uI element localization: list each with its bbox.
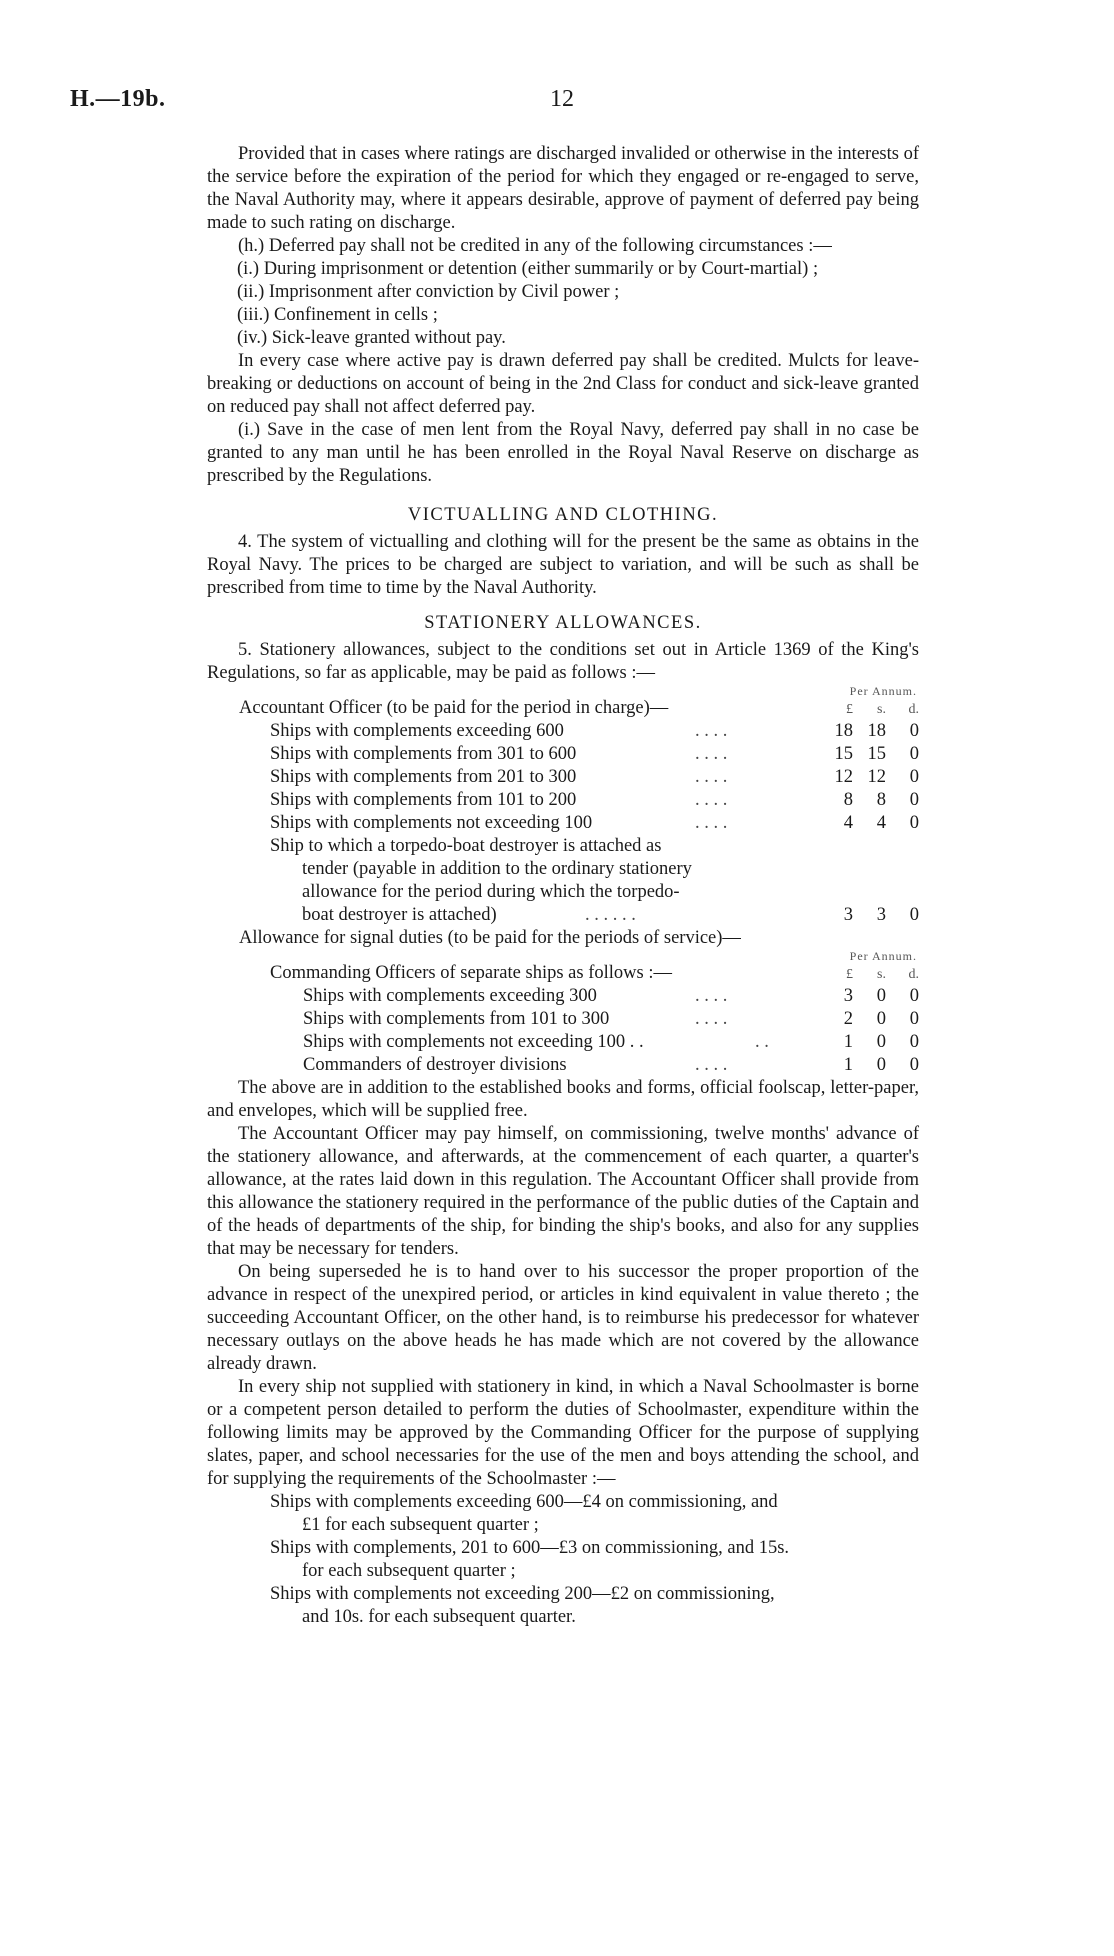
- table-row: [207, 766, 919, 789]
- row-label: Ships with complements from 101 to 300: [303, 1009, 610, 1029]
- school-item-line: and 10s. for each subsequent quarter.: [302, 1607, 576, 1627]
- table-row: [207, 812, 919, 835]
- row-label: Ships with complements from 201 to 300: [270, 767, 577, 787]
- paragraph-h: (h.) Deferred pay shall not be credited in any of the following circumstances :—: [238, 236, 832, 256]
- amount-pence: 0: [909, 1055, 919, 1075]
- table-row: [207, 985, 919, 1008]
- row-label: Ships with complements exceeding 300: [303, 986, 597, 1006]
- amount-pounds: 1: [843, 1055, 853, 1075]
- amount-shillings: 8: [876, 790, 886, 810]
- h-item-4: (iv.) Sick-leave granted without pay.: [237, 328, 506, 348]
- school-item-line: for each subsequent quarter ;: [302, 1561, 516, 1581]
- school-item: [207, 1537, 919, 1583]
- table-row: [207, 1008, 919, 1031]
- accountant-row: [207, 697, 919, 720]
- h-item-3: (iii.) Confinement in cells ;: [237, 305, 438, 325]
- unit-pence: d.: [908, 702, 919, 717]
- table-row: [207, 904, 919, 927]
- amount-shillings: 12: [867, 767, 886, 787]
- leader-dots: . . . .: [695, 1009, 728, 1029]
- amount-pounds: 8: [843, 790, 853, 810]
- leader-dots: . . . .: [695, 813, 728, 833]
- table-row: [207, 720, 919, 743]
- commanding-label: Commanding Officers of separate ships as follows :—: [270, 963, 672, 983]
- school-item-line: Ships with complements exceeding 600—£4 on commissioning, and: [270, 1492, 778, 1512]
- amount-shillings: 18: [867, 721, 886, 741]
- accountant-label: Accountant Officer (to be paid for the period in charge)—: [239, 698, 669, 718]
- signal-row: [207, 927, 919, 950]
- row-label: Ships with complements not exceeding 100: [270, 813, 593, 833]
- h-item-1: (i.) During imprisonment or detention (either summarily or by Court-martial) ;: [237, 259, 819, 279]
- row-label: Commanders of destroyer divisions: [303, 1055, 567, 1075]
- row-label: Ships with complements from 101 to 200: [270, 790, 577, 810]
- amount-pence: 0: [909, 905, 919, 925]
- amount-pounds: 3: [843, 905, 853, 925]
- amount-shillings: 0: [876, 1009, 886, 1029]
- amount-pence: 0: [909, 1032, 919, 1052]
- amount-pounds: 15: [834, 744, 853, 764]
- school-item-line: £1 for each subsequent quarter ;: [302, 1515, 539, 1535]
- school-item-line: Ships with complements, 201 to 600—£3 on commissioning, and 15s.: [270, 1538, 790, 1558]
- h-item-2: (ii.) Imprisonment after conviction by Civil power ;: [237, 282, 620, 302]
- amount-pence: 0: [909, 790, 919, 810]
- leader-dots: . . . .: [695, 767, 728, 787]
- leader-dots: . . . .: [695, 790, 728, 810]
- school-item: [207, 1491, 919, 1537]
- document-reference: H.—19b.: [70, 86, 166, 112]
- leader-dots: . . . . . .: [585, 905, 636, 925]
- amount-pence: 0: [909, 1009, 919, 1029]
- amount-pence: 0: [909, 813, 919, 833]
- amount-pence: 0: [909, 744, 919, 764]
- amount-pounds: 4: [843, 813, 853, 833]
- row-label: Ships with complements exceeding 600: [270, 721, 564, 741]
- row-label: Ships with complements from 301 to 600: [270, 744, 577, 764]
- heading-stationery: STATIONERY ALLOWANCES.: [424, 613, 702, 633]
- unit-shillings: s.: [877, 967, 886, 982]
- page-number: 12: [550, 86, 574, 112]
- paragraph-4: 4. The system of victualling and clothing will for the present be the same as obtains in the Royal Navy. The prices to be charged are subject to variation, and will be such as shall be prescribed from time to time by the Naval Authority.: [207, 532, 919, 598]
- paragraph-provided: Provided that in cases where ratings are discharged invalided or otherwise in the interests of the service before the expiration of the period for which they engaged or re-engaged to serve, the Naval Authority may, where it appears desirable, approve of payment of deferred pay being made to such rating on discharge.: [207, 144, 919, 233]
- table-row: [207, 789, 919, 812]
- heading-victualling: VICTUALLING AND CLOTHING.: [407, 505, 719, 525]
- amount-shillings: 0: [876, 1032, 886, 1052]
- leader-dots: . .: [755, 1032, 769, 1052]
- leader-dots: . . . .: [695, 721, 728, 741]
- school-item-line: Ships with complements not exceeding 200—£2 on commissioning,: [270, 1584, 775, 1604]
- torpedo-entry: [207, 835, 919, 904]
- per-annum-label: Per Annum.: [849, 684, 917, 698]
- amount-pounds: 18: [834, 721, 853, 741]
- per-annum-label: Per Annum.: [849, 949, 917, 963]
- amount-shillings: 15: [867, 744, 886, 764]
- amount-pounds: 1: [843, 1032, 853, 1052]
- paragraph-schoolmaster: In every ship not supplied with stationery in kind, in which a Naval Schoolmaster is borne or a competent person detailed to perform the duties of Schoolmaster, expenditure within the following limits may be approved by the Commanding Officer for the purpose of supplying slates, paper, and school necessaries for the use of the men and boys attending the school, and for supplying the requirements of the Schoolmaster :—: [207, 1377, 919, 1489]
- signal-label: Allowance for signal duties (to be paid for the periods of service)—: [239, 928, 741, 948]
- amount-pence: 0: [909, 767, 919, 787]
- amount-shillings: 0: [876, 986, 886, 1006]
- torpedo-line-3: allowance for the period during which the torpedo-: [302, 882, 680, 902]
- paragraph-superseded: On being superseded he is to hand over to his successor the proper proportion of the advance in respect of the unexpired period, or articles in kind equivalent in value thereto ; the succeeding Accountant Officer, on the other hand, is to reimburse his predecessor for whatever necessary outlays on the above heads he has made which are not covered by the allowance already drawn.: [207, 1262, 919, 1374]
- leader-dots: . . . .: [695, 744, 728, 764]
- amount-pence: 0: [909, 721, 919, 741]
- school-item: [207, 1583, 919, 1629]
- unit-pounds: £: [846, 967, 853, 982]
- leader-dots: . . . .: [695, 1055, 728, 1075]
- paragraph-accountant-advance: The Accountant Officer may pay himself, on commissioning, twelve months' advance of the stationery allowance, and afterwards, at the commencement of each quarter, a quarter's allowance, at the rates laid down in this regulation. The Accountant Officer shall provide from this allowance the stationery required in the performance of the public duties of the Captain and of the heads of departments of the ship, for binding the ship's books, and also for any supplies that may be necessary for tenders.: [207, 1124, 919, 1259]
- torpedo-line-1: Ship to which a torpedo-boat destroyer is attached as: [270, 836, 662, 856]
- unit-shillings: s.: [877, 702, 886, 717]
- unit-pounds: £: [846, 702, 853, 717]
- amount-pounds: 2: [843, 1009, 853, 1029]
- leader-dots: . . . .: [695, 986, 728, 1006]
- amount-pounds: 3: [843, 986, 853, 1006]
- table-row: [207, 1054, 919, 1077]
- torpedo-line-2: tender (payable in addition to the ordinary stationery: [302, 859, 692, 879]
- paragraph-i: (i.) Save in the case of men lent from the Royal Navy, deferred pay shall in no case be granted to any man until he has been enrolled in the Royal Naval Reserve on discharge as prescribed by the Regulations.: [207, 420, 919, 486]
- amount-shillings: 3: [876, 905, 886, 925]
- table-row: [207, 743, 919, 766]
- amount-shillings: 0: [876, 1055, 886, 1075]
- amount-pounds: 12: [834, 767, 853, 787]
- table-row: [207, 1031, 919, 1054]
- amount-shillings: 4: [876, 813, 886, 833]
- paragraph-active-pay: In every case where active pay is drawn deferred pay shall be credited. Mulcts for leave-breaking or deductions on account of being in the 2nd Class for conduct and sick-leave granted on reduced pay shall not affect deferred pay.: [207, 351, 919, 417]
- commanding-row: [207, 962, 919, 985]
- unit-pence: d.: [908, 967, 919, 982]
- main-text-column: [207, 143, 919, 1629]
- row-label: boat destroyer is attached): [302, 905, 497, 925]
- paragraph-above: The above are in addition to the established books and forms, official foolscap, letter-paper, and envelopes, which will be supplied free.: [207, 1078, 919, 1121]
- amount-pence: 0: [909, 986, 919, 1006]
- row-label: Ships with complements not exceeding 100 . .: [303, 1032, 644, 1052]
- paragraph-5: 5. Stationery allowances, subject to the conditions set out in Article 1369 of the King's Regulations, so far as applicable, may be paid as follows :—: [207, 640, 919, 683]
